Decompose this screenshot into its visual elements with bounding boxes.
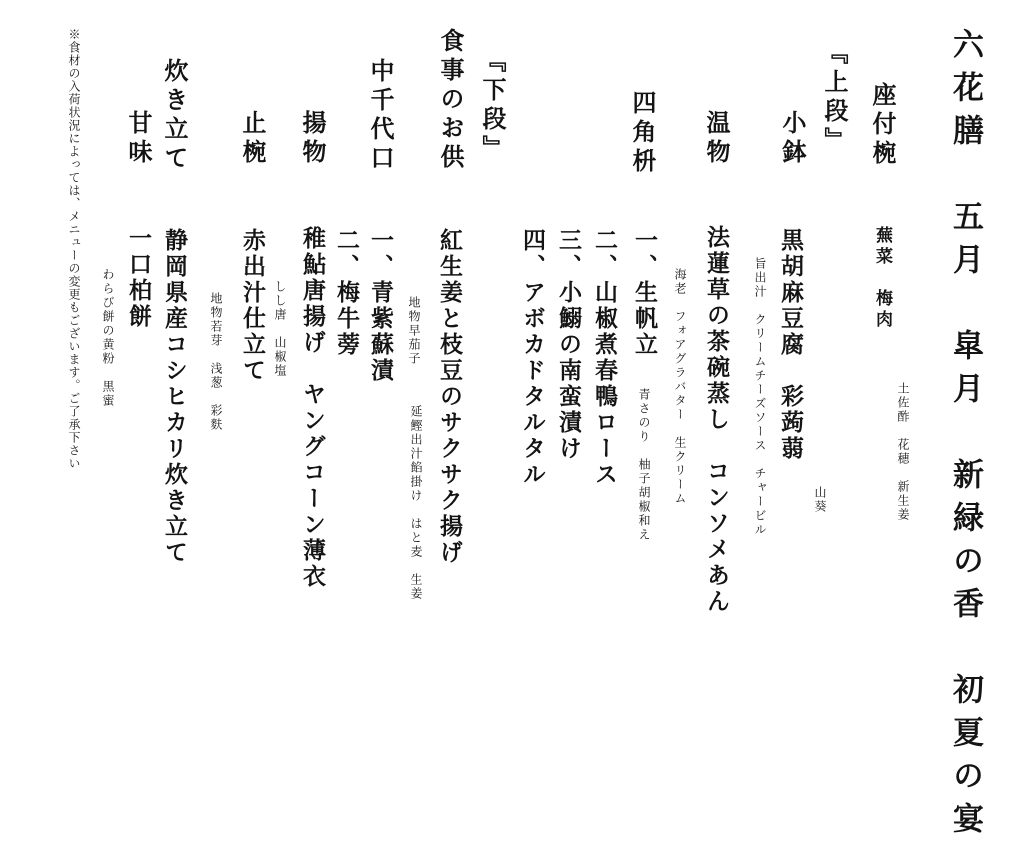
upper-section-heading: 『上段』 — [820, 40, 849, 156]
yosumi-item-4: 四、アボカドタルタル — [519, 228, 546, 488]
nakachiyoguchi-item-2: 二、梅牛蒡 — [333, 228, 360, 358]
course-label-takitate: 炊き立て — [160, 58, 189, 174]
course-label-agemono: 揚物 — [298, 110, 327, 168]
onmono-main: 法蓮草の茶碗蒸し コンソメあん — [703, 225, 730, 615]
amami-main: 一口柏餅 — [125, 226, 152, 330]
yosumi-item-3: 三、小鰯の南蛮漬け — [555, 228, 582, 462]
yosumi-item-1: 一、生帆立 — [631, 228, 658, 358]
agemono-main: 稚鮎唐揚げ ヤングコーン薄衣 — [299, 226, 326, 590]
takitate-main: 静岡県産コシヒカリ炊き立て — [161, 228, 188, 566]
tomewan-sub: 地物若芽 浅葱 彩麩 — [209, 292, 223, 432]
yosumi-item-1-note: 青さのり 柚子胡椒和え — [637, 388, 651, 542]
tomewan-main: 赤出汁仕立て — [239, 228, 266, 384]
zatsuke-main: 蕪菜 梅肉 — [872, 226, 892, 331]
kobachi-sub-top: 山葵 — [813, 486, 827, 514]
course-label-tomewan: 止椀 — [238, 110, 267, 168]
amami-sub: わらび餅の黄粉 黒蜜 — [101, 268, 115, 408]
course-label-onmono: 温物 — [702, 110, 731, 168]
kobachi-sub: 旨出汁 クリームチーズソース チャービル — [753, 257, 767, 537]
lower-section-heading: 『下段』 — [478, 48, 507, 164]
shokuji-sub: 延鰹出汁餡掛け はと麦 生姜 — [409, 405, 423, 601]
course-label-shokuji: 食事のお供 — [436, 28, 465, 173]
kobachi-main: 黒胡麻豆腐 彩蒟蒻 — [777, 228, 804, 462]
nakachiyoguchi-item-1: 一、青紫蘇漬 — [367, 228, 394, 384]
zatsuke-sub: 土佐酢 花穂 新生姜 — [896, 382, 910, 522]
course-label-kobachi: 小鉢 — [778, 110, 807, 168]
nakachiyoguchi-item-1-note: 地物早茄子 — [407, 296, 421, 366]
menu-title: 六花膳 五月 皐月 新緑の香 初夏の宴 — [947, 28, 983, 845]
onmono-sub: 海老 フォアグラバター 生クリーム — [673, 268, 687, 506]
yosumi-item-2: 二、山椒煮春鴨ロース — [591, 228, 618, 488]
course-label-nakachiyoguchi: 中千代口 — [366, 58, 395, 174]
course-label-zatsuke: 座付椀 — [868, 82, 897, 169]
agemono-sub: しし唐 山椒塩 — [273, 280, 287, 378]
footer-note: ※食材の入荷状況によっては、メニューの変更もございます。ご了承下さい — [67, 28, 81, 470]
course-label-yosumi: 四角枡 — [628, 90, 657, 177]
shokuji-main: 紅生姜と枝豆のサクサク揚げ — [436, 228, 463, 566]
course-label-amami: 甘味 — [124, 110, 153, 168]
